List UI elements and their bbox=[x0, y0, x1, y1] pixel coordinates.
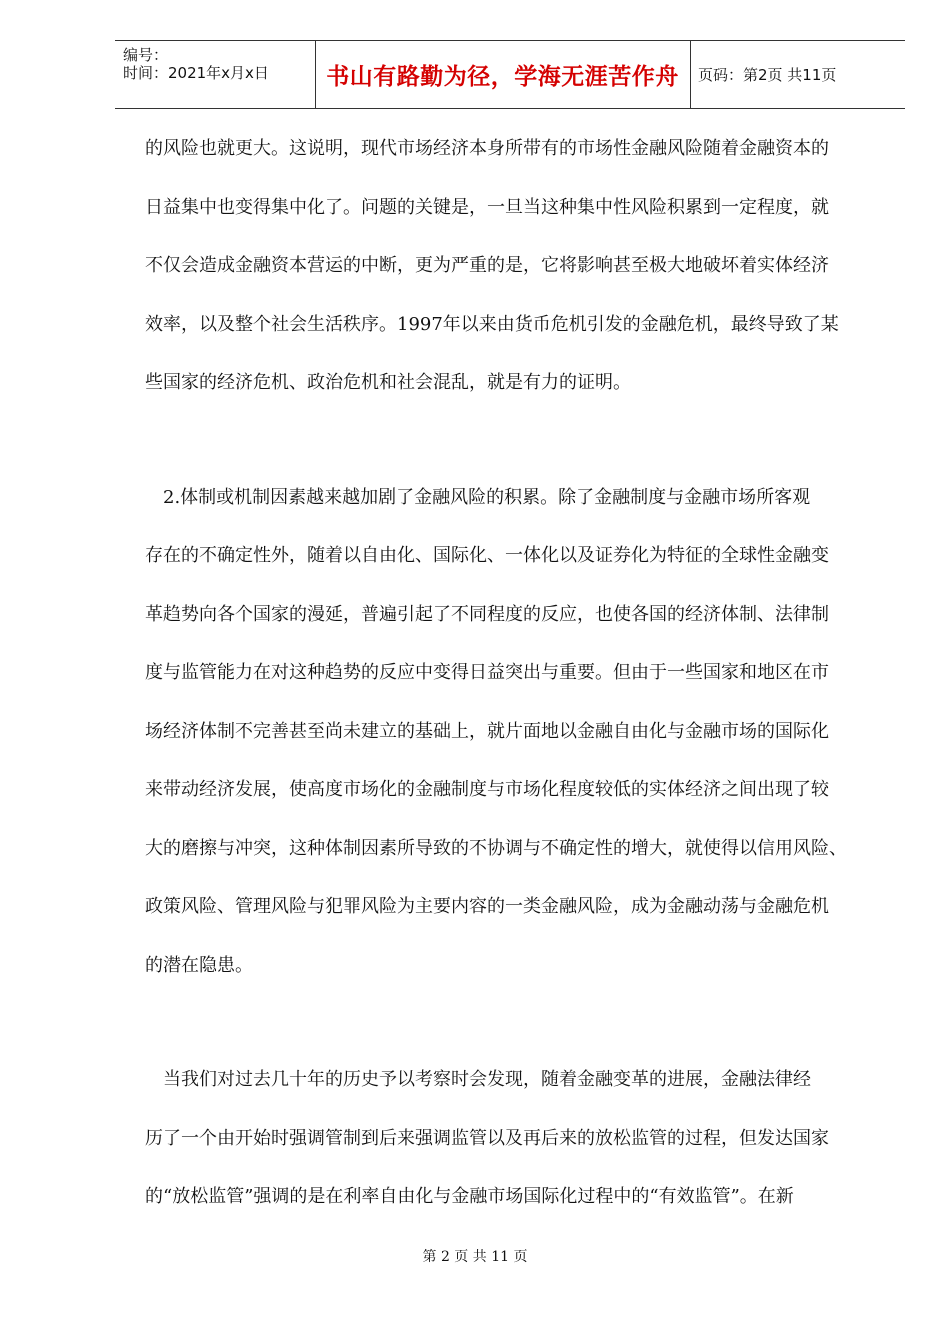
text-line: 的潜在隐患。 bbox=[145, 954, 253, 976]
document-body bbox=[145, 120, 885, 1227]
text-line: 政策风险、管理风险与犯罪风险为主要内容的一类金融风险，成为金融动荡与金融危机 bbox=[145, 896, 829, 917]
header-page-cell bbox=[690, 41, 905, 108]
paragraph-gap bbox=[145, 413, 885, 469]
text-line: 当我们对过去几十年的历史予以考察时会发现，随着金融变革的进展，金融法律经 bbox=[145, 1069, 811, 1090]
page-info: 页码：第2页 共11页 bbox=[698, 66, 837, 84]
page-footer bbox=[0, 1246, 950, 1266]
text-line: 度与监管能力在对这种趋势的反应中变得日益突出与重要。但由于一些国家和地区在市 bbox=[145, 662, 829, 683]
header-meta bbox=[115, 41, 316, 108]
text-line: 的风险也就更大。这说明，现代市场经济本身所带有的市场性金融风险随着金融资本的 bbox=[145, 138, 829, 159]
paragraph-1 bbox=[145, 120, 885, 413]
text-line: 场经济体制不完善甚至尚未建立的基础上，就片面地以金融自由化与金融市场的国际化 bbox=[145, 720, 829, 742]
text-line: 2.体制或机制因素越来越加剧了金融风险的积累。除了金融制度与金融市场所客观 bbox=[145, 486, 811, 508]
text-line: 不仅会造成金融资本营运的中断，更为严重的是，它将影响甚至极大地破坏着实体经济 bbox=[145, 255, 829, 276]
time-label: 时间：2021年x月x日 bbox=[123, 64, 269, 82]
number-label: 编号： bbox=[123, 46, 169, 64]
paragraph-gap bbox=[145, 995, 885, 1051]
text-line: 些国家的经济危机、政治危机和社会混乱，就是有力的证明。 bbox=[145, 372, 631, 393]
text-line: 来带动经济发展，使高度市场化的金融制度与市场化程度较低的实体经济之间出现了较 bbox=[145, 779, 829, 800]
text-line: 的“放松监管”强调的是在利率自由化与金融市场国际化过程中的“有效监管”。在新 bbox=[145, 1186, 794, 1207]
text-line: 存在的不确定性外，随着以自由化、国际化、一体化以及证券化为特征的全球性金融变 bbox=[145, 545, 829, 566]
text-line: 历了一个由开始时强调管制到后来强调监管以及再后来的放松监管的过程，但发达国家 bbox=[145, 1127, 829, 1149]
footer-page-number: 第 2 页 共 11 页 bbox=[422, 1249, 528, 1265]
paragraph-3 bbox=[145, 1051, 885, 1227]
text-line: 大的磨擦与冲突，这种体制因素所导致的不协调与不确定性的增大，就使得以信用风险、 bbox=[145, 837, 847, 859]
text-line: 效率，以及整个社会生活秩序。1997年以来由货币危机引发的金融危机，最终导致了某 bbox=[145, 313, 839, 335]
page-header bbox=[115, 40, 905, 109]
text-line: 日益集中也变得集中化了。问题的关键是，一旦当这种集中性风险积累到一定程度，就 bbox=[145, 196, 829, 218]
header-motto-cell bbox=[315, 41, 691, 108]
text-line: 革趋势向各个国家的漫延，普遍引起了不同程度的反应，也使各国的经济体制、法律制 bbox=[145, 603, 829, 625]
motto-text: 书山有路勤为径，学海无涯苦作舟 bbox=[326, 64, 679, 90]
paragraph-2 bbox=[145, 469, 885, 996]
